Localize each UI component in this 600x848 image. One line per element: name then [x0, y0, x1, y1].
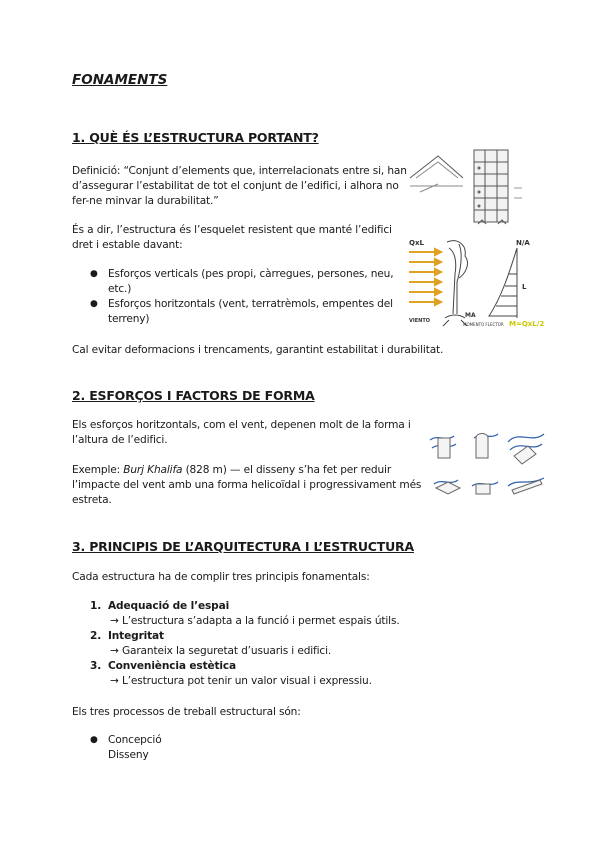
paragraph-line: l’altura de l’edifici. — [72, 434, 168, 446]
length-label: L — [522, 283, 527, 291]
es-a-dir-paragraph — [72, 223, 392, 253]
bullet-line: Esforços horitzontals (vent, terratrèmols, empentes del — [108, 298, 393, 310]
principle-desc: → L’estructura pot tenir un valor visual i expressiu. — [110, 675, 372, 687]
bullet-icon: ● — [90, 269, 98, 279]
bullet-icon: ● — [90, 735, 98, 745]
building-structure-figure — [408, 148, 523, 228]
building-blocks — [436, 434, 542, 495]
base-label: MA — [465, 312, 476, 319]
process-item: Disseny — [108, 749, 149, 761]
principles-intro: Cada estructura ha de complir tres principis fonamentals: — [72, 571, 370, 583]
building-name: Burj Khalifa — [123, 464, 183, 476]
principle-item — [90, 629, 510, 659]
paragraph-line: És a dir, l’estructura és l’esquelet resistent que manté l’edifici — [72, 224, 392, 236]
definition-line: fer-ne minvar la durabilitat.” — [72, 195, 219, 207]
principle-title: Conveniència estètica — [108, 660, 237, 672]
load-label: QxL — [409, 239, 424, 247]
bullet-vertical-forces — [108, 267, 393, 297]
principle-item — [90, 599, 510, 629]
bullet-horizontal-forces — [108, 297, 393, 327]
example-first-line — [72, 463, 421, 478]
section-2-heading: 2. ESFORÇOS I FACTORS DE FORMA — [72, 388, 315, 403]
definition-line: Definició: “Conjunt d’elements que, interrelacionats entre si, han — [72, 165, 407, 177]
example-prefix: Exemple: — [72, 464, 124, 476]
principle-number: 2. — [90, 630, 102, 642]
bullet-icon: ● — [90, 299, 98, 309]
wind-paragraph — [72, 418, 411, 448]
processes-intro: Els tres processos de treball estructural són: — [72, 706, 301, 718]
principle-title: Integritat — [108, 630, 164, 642]
tree-sketch — [443, 241, 467, 326]
principle-number: 3. — [90, 660, 102, 672]
section-3-heading: 3. PRINCIPIS DE L’ARQUITECTURA I L’ESTRUCTURA — [72, 539, 414, 554]
principle-number: 1. — [90, 600, 102, 612]
wind-label: VIENTO — [409, 318, 430, 324]
bullet-line: terreny) — [108, 313, 150, 325]
wind-arrows — [409, 249, 441, 305]
principle-title: Adequació de l’espai — [108, 600, 230, 612]
example-rest: (828 m) — el disseny s’ha fet per reduir — [182, 464, 392, 476]
bullet-line: Esforços verticals (pes propi, càrregues, persones, neu, — [108, 268, 394, 280]
section-1-heading: 1. QUÈ ÉS L’ESTRUCTURA PORTANT? — [72, 130, 319, 145]
principle-desc: → Garanteix la seguretat d’usuaris i edifici. — [110, 645, 332, 657]
bullet-line: etc.) — [108, 283, 132, 295]
definition-paragraph — [72, 164, 407, 209]
paragraph-line: dret i estable davant: — [72, 239, 183, 251]
page-title: FONAMENTS — [72, 72, 168, 88]
paragraph-line: l’impacte del vent amb una forma helicoïdal i progressivament més — [72, 479, 422, 491]
example-paragraph — [72, 463, 421, 508]
process-item: Concepció — [108, 734, 162, 746]
principle-desc: → L’estructura s’adapta a la funció i permet espais útils. — [110, 615, 400, 627]
paragraph-line: estreta. — [72, 494, 112, 506]
principle-item — [90, 659, 510, 689]
building-shapes-wind-figure — [428, 426, 548, 506]
formula-label: M=QxL/2 — [509, 320, 545, 328]
definition-line: d’assegurar l’estabilitat de tot el conjunt de l’edifici, i alhora no — [72, 180, 399, 192]
wind-moment-figure — [405, 234, 545, 332]
moment-label: MOMENTO FLECTOR — [463, 322, 504, 327]
moment-diagram — [489, 248, 517, 318]
paragraph-line: Els esforços horitzontals, com el vent, depenen molt de la forma i — [72, 419, 411, 431]
processes-list — [108, 733, 162, 763]
conclusion-text: Cal evitar deformacions i trencaments, garantint estabilitat i durabilitat. — [72, 344, 444, 356]
principles-list — [90, 599, 510, 689]
reaction-label: N/A — [516, 239, 530, 247]
